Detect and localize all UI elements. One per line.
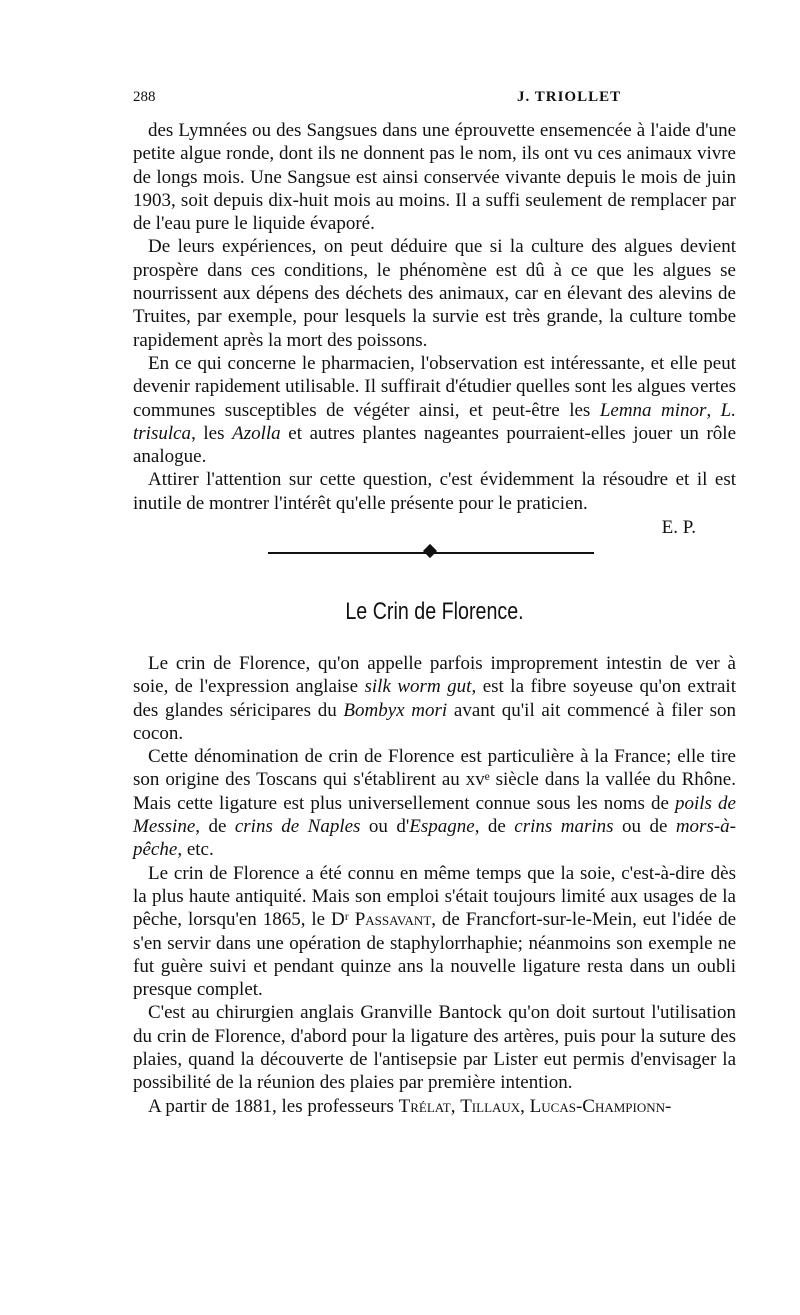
italic-term: silk worm gut <box>364 676 472 698</box>
italic-term: crins de Naples <box>234 816 361 838</box>
person-name: Trélat <box>398 1095 451 1117</box>
paragraph: Le crin de Florence a été connu en même temps que la soie, c'est-à-dire dès la plus haute antiquité. Mais son emploi s'était toujours limité aux usages de la pêche, lorsqu'en 1865, le Dʳ Passavant, de Francfort-sur-le-Mein, eut l'idée de s'en servir dans une opération de staphylorrhaphie; néanmoins son exemple ne fut guère suivi et pendant quinze ans la nouvelle ligature resta dans un oubli presque complet. <box>133 862 737 1001</box>
divider-ornament-icon <box>423 544 437 558</box>
species-name: Azolla <box>232 422 281 444</box>
species-name: Bombyx mori <box>343 699 448 721</box>
paragraph: C'est au chirurgien anglais Granville Bantock qu'on doit surtout l'utilisation du crin de Florence, d'abord pour la ligature des artères, puis pour la suture des plaies, quand la découverte de l'antisepsie par Lister eut permis d'envisager la possibilité de la réunion des plaies par première intention. <box>133 1002 736 1094</box>
page-header <box>133 89 736 109</box>
italic-term: crins marins <box>514 816 614 838</box>
paragraph: des Lymnées ou des Sangsues dans une éprouvette ensemencée à l'aide d'une petite algue ronde, dont ils ne donnent pas le nom, ils ont vu ces animaux vivre de longs mois. Une Sangsue est ainsi conservée vivante depuis le mois de juin 1903, soit depuis dix-huit mois au moins. Il a suffi seulement de remplacer par de l'eau pure le liquide évaporé. <box>133 120 736 235</box>
article-continuation <box>133 119 736 539</box>
paragraph: En ce qui concerne le pharmacien, l'observation est intéressante, et elle peut devenir rapidement utilisable. Il suffirait d'étudier quelles sont les algues vertes communes susceptibles de végéter ainsi, et peut-être les Lemna minor, L. trisulca, les Azolla et autres plantes nageantes pourraient-elles jouer un rôle analogue. <box>133 352 736 468</box>
paragraph: Attirer l'attention sur cette question, c'est évidemment la résoudre et il est inutile de montrer l'intérêt qu'elle présente pour le praticien. <box>133 469 736 514</box>
paragraph: Cette dénomination de crin de Florence est particulière à la France; elle tire son origine des Toscans qui s'établirent au xvᵉ siècle dans la vallée du Rhône. Mais cette ligature est plus universellement connue sous les noms de poils de Messine, de crins de Naples ou d'Espagne, de crins marins ou de mors-à-pêche, etc. <box>133 746 736 861</box>
italic-term: poils de Messine <box>133 792 736 838</box>
paragraph: De leurs expériences, on peut déduire que si la culture des algues devient prospère dans ces conditions, le phénomène est dû à ce que les algues se nourrissent aux dépens des déchets des animaux, car en élevant des alevins de Truites, par exemple, pour lesquels la survie est très grande, la culture tombe rapidement après la mort des poissons. <box>133 236 736 351</box>
italic-term: Espagne <box>409 816 475 838</box>
author-signature: E. P. <box>661 517 696 539</box>
italic-term: mors-à-pêche <box>133 816 736 861</box>
species-name: L. trisulca <box>133 399 736 444</box>
person-name: Passavant <box>354 909 432 931</box>
species-name: Lemna minor <box>599 399 707 421</box>
section-body <box>133 652 736 1118</box>
paragraph: Le crin de Florence, qu'on appelle parfois improprement intestin de ver à soie, de l'expression anglaise silk worm gut, est la fibre soyeuse qu'on extrait des glandes séricipares du Bombyx mori avant qu'il ait commencé à filer son cocon. <box>133 653 736 744</box>
paragraph: A partir de 1881, les professeurs Trélat, Tillaux, Lucas-Championn- <box>148 1095 672 1117</box>
section-title: Le Crin de Florence. <box>345 598 524 625</box>
page-number: 288 <box>133 89 156 105</box>
person-name: Tillaux <box>460 1095 521 1117</box>
running-head: J. TRIOLLET <box>517 89 622 105</box>
person-name: Lucas-Championn- <box>529 1095 672 1117</box>
